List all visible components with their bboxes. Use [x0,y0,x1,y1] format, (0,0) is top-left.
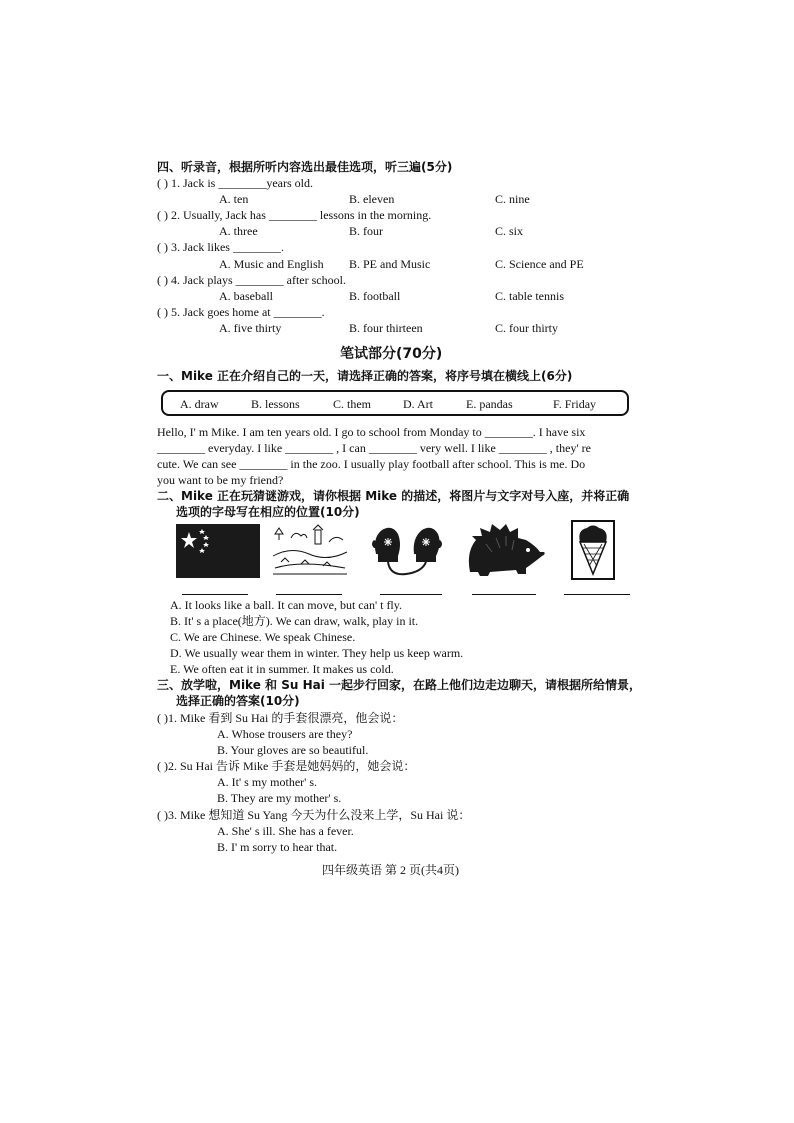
option-b: B. PE and Music [349,257,431,271]
written-part-title: 笔试部分(70分) [340,346,443,362]
word-option: B. lessons [251,397,300,411]
answer-blank[interactable] [182,594,248,595]
clue-e: E. We often eat it in summer. It makes us cold. [170,662,394,676]
option-b: B. Your gloves are so beautiful. [217,743,369,757]
option-c: C. table tennis [495,289,564,303]
part2-title-line2: 选项的字母写在相应的位置(10分) [176,505,360,519]
passage-line: Hello, I' m Mike. I am ten years old. I go to school from Monday to ________. I have six [157,425,586,439]
option-b: B. They are my mother' s. [217,791,342,805]
listening-question-1: ( ) 1. Jack is ________years old. [157,176,313,190]
listening-question-3: ( ) 3. Jack likes ________. [157,240,284,254]
option-a: A. three [219,224,258,238]
situation-question-2: ( )2. Su Hai 告诉 Mike 手套是她妈妈的，她会说： [157,759,416,773]
listening-question-4: ( ) 4. Jack plays ________ after school. [157,273,346,287]
listening-question-5: ( ) 5. Jack goes home at ________. [157,305,325,319]
passage-line: you want to be my friend? [157,473,284,487]
clue-d: D. We usually wear them in winter. They help us keep warm. [170,646,464,660]
passage-line: ________ everyday. I like ________ , I can ________ very well. I like ________ , they' re [157,441,591,455]
option-a: A. Music and English [219,257,324,271]
park-scene-icon [271,524,349,578]
word-option: E. pandas [466,397,513,411]
option-a: A. Whose trousers are they? [217,727,353,741]
option-a: A. She' s ill. She has a fever. [217,824,354,838]
mittens-icon [370,524,444,584]
word-option: C. them [333,397,371,411]
passage-line: cute. We can see ________ in the zoo. I usually play football after school. This is me. Do [157,457,586,471]
option-c: C. nine [495,192,530,206]
option-b: B. I' m sorry to hear that. [217,840,338,854]
option-a: A. It' s my mother' s. [217,775,317,789]
word-bank-box [161,390,629,416]
answer-blank[interactable] [564,594,630,595]
clue-c: C. We are Chinese. We speak Chinese. [170,630,356,644]
option-c: C. Science and PE [495,257,584,271]
flag-icon [176,524,260,578]
page-footer: 四年级英语 第 2 页(共4页) [322,863,459,877]
situation-question-1: ( )1. Mike 看到 Su Hai 的手套很漂亮，他会说： [157,711,404,725]
clue-a: A. It looks like a ball. It can move, but can' t fly. [170,598,402,612]
listening-question-2: ( ) 2. Usually, Jack has ________ lessons in the morning. [157,208,432,222]
part3-title-line2: 选择正确的答案(10分) [176,694,300,708]
word-option: D. Art [403,397,433,411]
ice-cream-icon [571,520,615,580]
answer-blank[interactable] [276,594,342,595]
situation-question-3: ( )3. Mike 想知道 Su Yang 今天为什么没来上学，Su Hai 说： [157,808,471,822]
option-a: A. ten [219,192,249,206]
option-b: B. eleven [349,192,395,206]
option-b: B. football [349,289,401,303]
listening-title: 四、听录音，根据所听内容选出最佳选项，听三遍(5分) [157,160,453,174]
option-a: A. baseball [219,289,273,303]
clue-b: B. It' s a place(地方). We can draw, walk, play in it. [170,614,419,628]
option-b: B. four [349,224,383,238]
answer-blank[interactable] [380,594,442,595]
part2-title-line1: 二、Mike 正在玩猜谜游戏，请你根据 Mike 的描述，将图片与文字对号入座，并将正确 [157,489,630,503]
answer-blank[interactable] [472,594,536,595]
word-option: A. draw [180,397,219,411]
hedgehog-icon [466,522,546,578]
option-a: A. five thirty [219,321,282,335]
word-option: F. Friday [553,397,597,411]
option-c: C. six [495,224,524,238]
part3-title-line1: 三、放学啦，Mike 和 Su Hai 一起步行回家，在路上他们边走边聊天，请根据所给情景， [157,678,642,692]
option-c: C. four thirty [495,321,558,335]
part1-title: 一、Mike 正在介绍自己的一天，请选择正确的答案，将序号填在横线上(6分) [157,369,573,383]
option-b: B. four thirteen [349,321,423,335]
